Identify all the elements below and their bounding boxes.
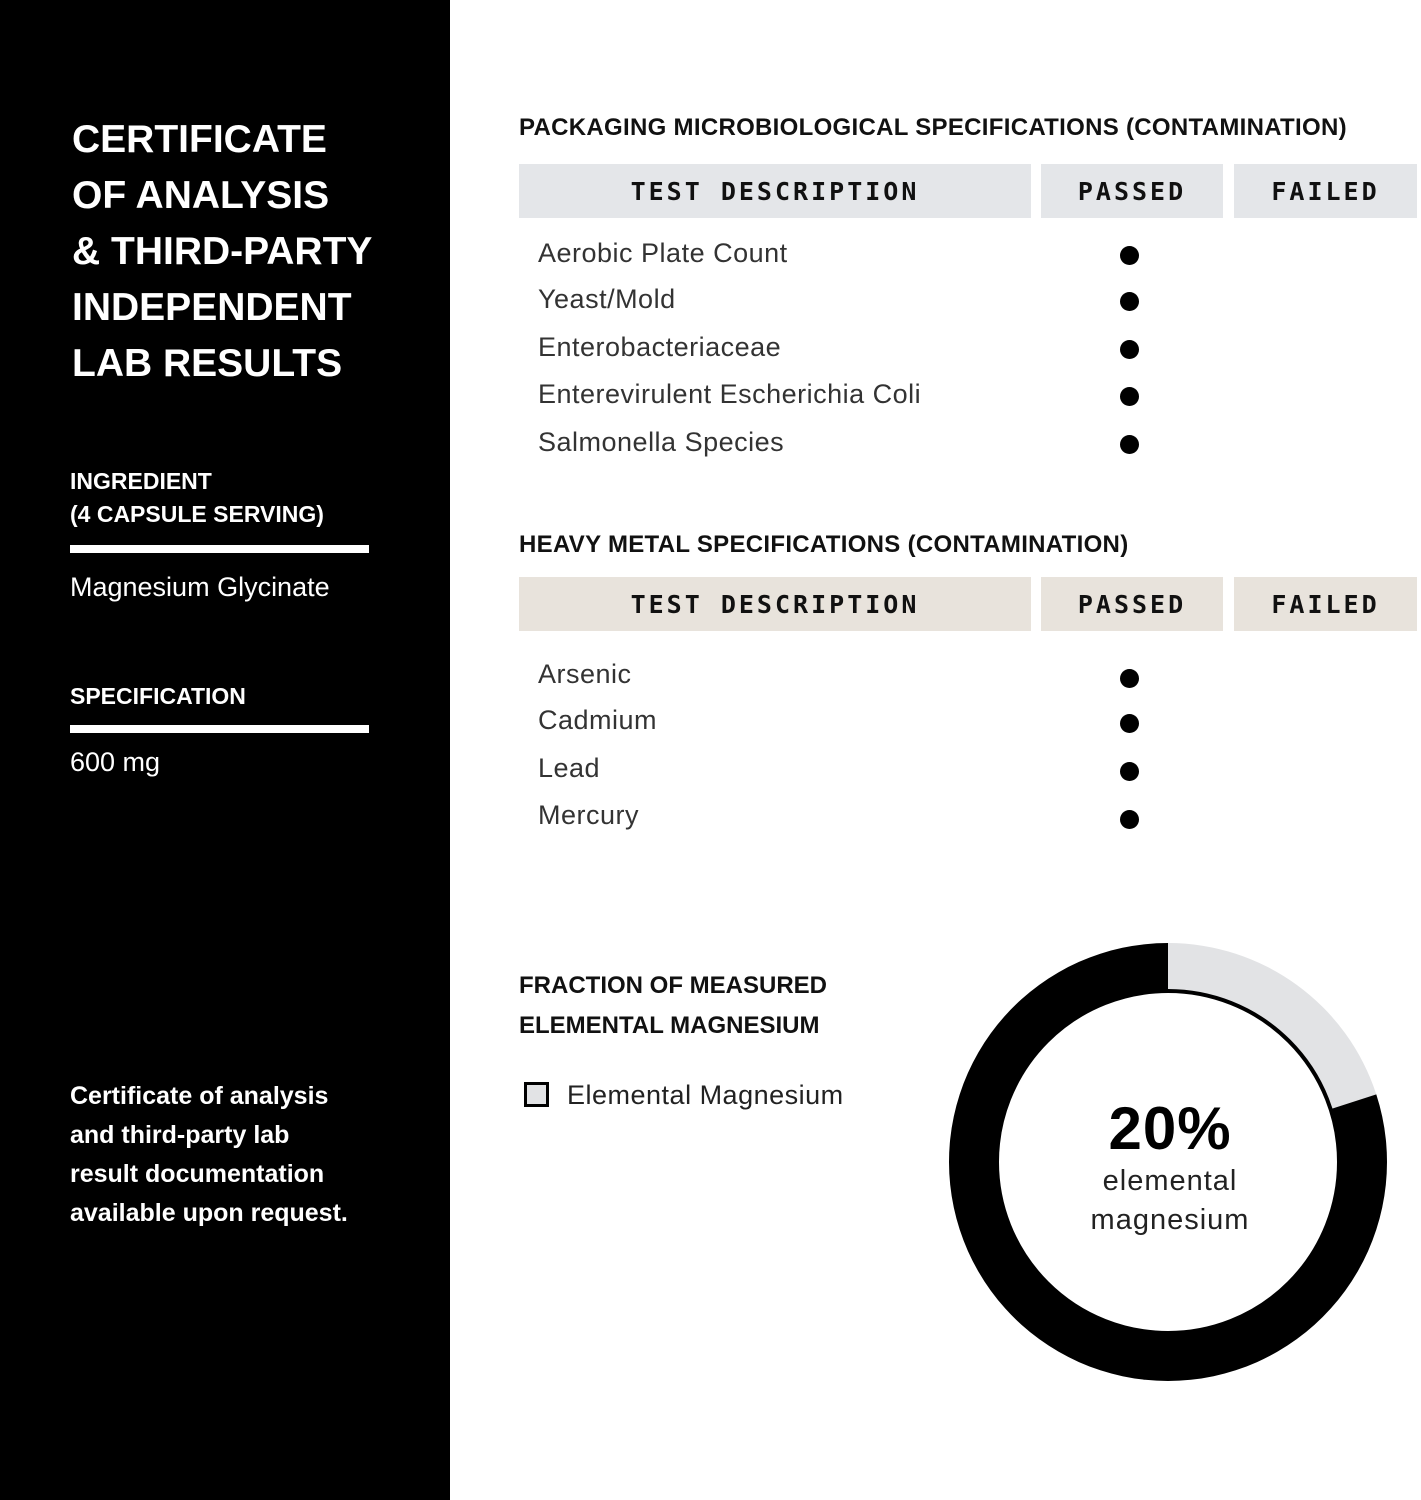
fraction-title (519, 966, 827, 1046)
metal-row-label: Arsenic (538, 659, 632, 689)
metals-header-failed: FAILED (1234, 577, 1417, 631)
passed-dot (1120, 292, 1139, 311)
test-row-label: Aerobic Plate Count (538, 238, 788, 268)
legend-swatch (524, 1082, 549, 1107)
ingredient-divider (70, 545, 369, 553)
microbio-header-failed: FAILED (1234, 164, 1417, 218)
note-line: result documentation (70, 1160, 325, 1188)
metal-row-label: Cadmium (538, 705, 658, 735)
certificate-title (72, 112, 412, 392)
specification-label: SPECIFICATION (70, 683, 246, 709)
legend-label: Elemental Magnesium (567, 1080, 844, 1110)
title-line: & THIRD-PARTY (72, 230, 373, 273)
title-line: LAB RESULTS (72, 342, 343, 385)
passed-dot (1120, 435, 1139, 454)
test-row-label: Salmonella Species (538, 427, 785, 457)
metals-section-title: HEAVY METAL SPECIFICATIONS (CONTAMINATION) (519, 531, 1129, 558)
microbio-header-description: TEST DESCRIPTION (519, 164, 1031, 218)
title-line: INDEPENDENT (72, 286, 352, 329)
note-line: available upon request. (70, 1199, 348, 1227)
availability-note (70, 1077, 400, 1233)
metals-header-passed: PASSED (1041, 577, 1223, 631)
passed-dot (1120, 669, 1139, 688)
passed-dot (1120, 810, 1139, 829)
specification-value: 600 mg (70, 747, 161, 777)
fraction-title-line: FRACTION OF MEASURED (519, 972, 827, 999)
percent-value: 20% (1108, 1095, 1232, 1162)
ingredient-label (70, 465, 324, 531)
test-row-label: Enterevirulent Escherichia Coli (538, 379, 922, 409)
ingredient-label-line: INGREDIENT (70, 468, 212, 494)
sidebar (0, 0, 450, 1500)
note-line: Certificate of analysis (70, 1082, 329, 1110)
test-row-label: Enterobacteriaceae (538, 332, 782, 362)
metal-row-label: Lead (538, 753, 601, 783)
metals-header-description: TEST DESCRIPTION (519, 577, 1031, 631)
ingredient-label-line: (4 CAPSULE SERVING) (70, 501, 324, 527)
fraction-title-line: ELEMENTAL MAGNESIUM (519, 1012, 820, 1039)
note-line: and third-party lab (70, 1121, 290, 1149)
microbio-header-passed: PASSED (1041, 164, 1223, 218)
passed-dot (1120, 340, 1139, 359)
passed-dot (1120, 246, 1139, 265)
specification-divider (70, 725, 369, 733)
title-line: OF ANALYSIS (72, 174, 330, 217)
passed-dot (1120, 762, 1139, 781)
passed-dot (1120, 714, 1139, 733)
microbio-section-title: PACKAGING MICROBIOLOGICAL SPECIFICATIONS (CONTAMINATION) (519, 114, 1347, 141)
test-row-label: Yeast/Mold (538, 284, 676, 314)
percent-caption-line: elemental (1102, 1165, 1238, 1197)
title-line: CERTIFICATE (72, 118, 327, 161)
percent-caption-line: magnesium (1090, 1204, 1250, 1236)
ingredient-value: Magnesium Glycinate (70, 572, 330, 602)
passed-dot (1120, 387, 1139, 406)
metal-row-label: Mercury (538, 800, 640, 830)
